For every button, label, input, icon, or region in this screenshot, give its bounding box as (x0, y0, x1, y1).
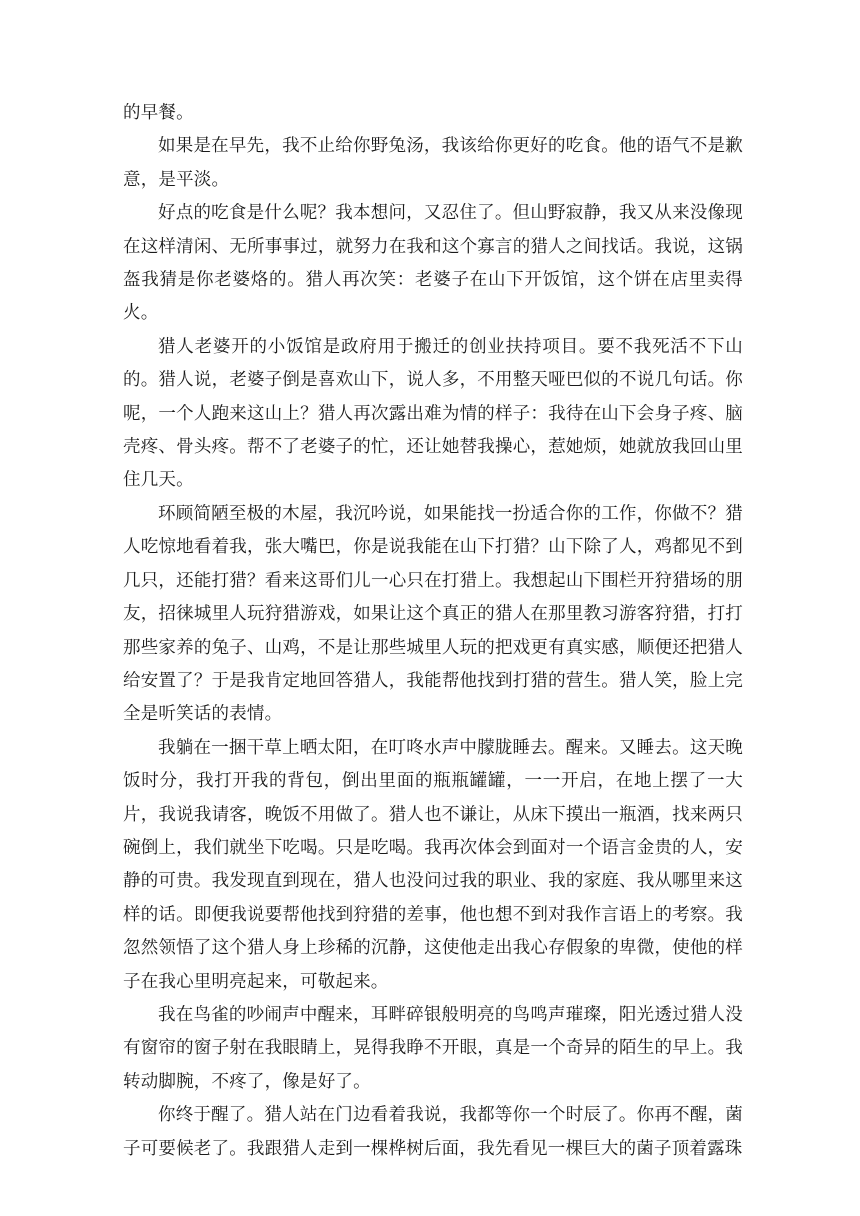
document-body (123, 97, 743, 1166)
paragraph: 环顾简陋至极的木屋，我沉吟说，如果能找一扮适合你的工作，你做不？猎人吃惊地看着我，张大嘴巴，你是说我能在山下打猎？山下除了人，鸡都见不到几只，还能打猎？看来这哥们儿一心只在打猎上。我想起山下围栏开狩猎场的朋友，招徕城里人玩狩猎游戏，如果让这个真正的猎人在那里教习游客狩猎，打打那些家养的兔子、山鸡，不是让那些城里人玩的把戏更有真实感，顺便还把猎人给安置了？于是我肯定地回答猎人，我能帮他找到打猎的营生。猎人笑，脸上完全是听笑话的表情。 (123, 503, 743, 725)
paragraph: 猎人老婆开的小饭馆是政府用于搬迁的创业扶持项目。要不我死活不下山的。猎人说，老婆子倒是喜欢山下，说人多，不用整天哑巴似的不说几句话。你呢，一个人跑来这山上？猎人再次露出难为情的样子：我待在山下会身子疼、脑壳疼、骨头疼。帮不了老婆子的忙，还让她替我操心，惹她烦，她就放我回山里住几天。 (123, 336, 743, 491)
paragraph: 你终于醒了。猎人站在门边看着我说，我都等你一个时辰了。你再不醒，菌子可要候老了。我跟猎人走到一棵桦树后面，我先看见一棵巨大的菌子顶着露珠 (123, 1105, 743, 1159)
paragraph: 的早餐。 (123, 103, 194, 123)
paragraph: 好点的吃食是什么呢？我本想问，又忍住了。但山野寂静，我又从来没像现在这样清闲、无所事事过，就努力在我和这个寡言的猎人之间找话。我说，这锅盔我猜是你老婆烙的。猎人再次笑：老婆子在山下开饭馆，这个饼在店里卖得火。 (123, 203, 743, 324)
paragraph: 我在鸟雀的吵闹声中醒来，耳畔碎银般明亮的鸟鸣声璀璨，阳光透过猎人没有窗帘的窗子射在我眼睛上，晃得我睁不开眼，真是一个奇异的陌生的早上。我转动脚腕，不疼了，像是好了。 (123, 1004, 743, 1092)
paragraph: 如果是在早先，我不止给你野兔汤，我该给你更好的吃食。他的语气不是歉意，是平淡。 (123, 136, 743, 190)
paragraph: 我躺在一捆干草上晒太阳，在叮咚水声中朦胧睡去。醒来。又睡去。这天晚饭时分，我打开我的背包，倒出里面的瓶瓶罐罐，一一开启，在地上摆了一大片，我说我请客，晚饭不用做了。猎人也不谦让，从床下摸出一瓶酒，找来两只碗倒上，我们就坐下吃喝。只是吃喝。我再次体会到面对一个语言金贵的人，安静的可贵。我发现直到现在，猎人也没问过我的职业、我的家庭、我从哪里来这样的话。即便我说要帮他找到狩猎的差事，他也想不到对我作言语上的考察。我忽然领悟了这个猎人身上珍稀的沉静，这使他走出我心存假象的卑微，使他的样子在我心里明亮起来，可敬起来。 (123, 737, 743, 992)
